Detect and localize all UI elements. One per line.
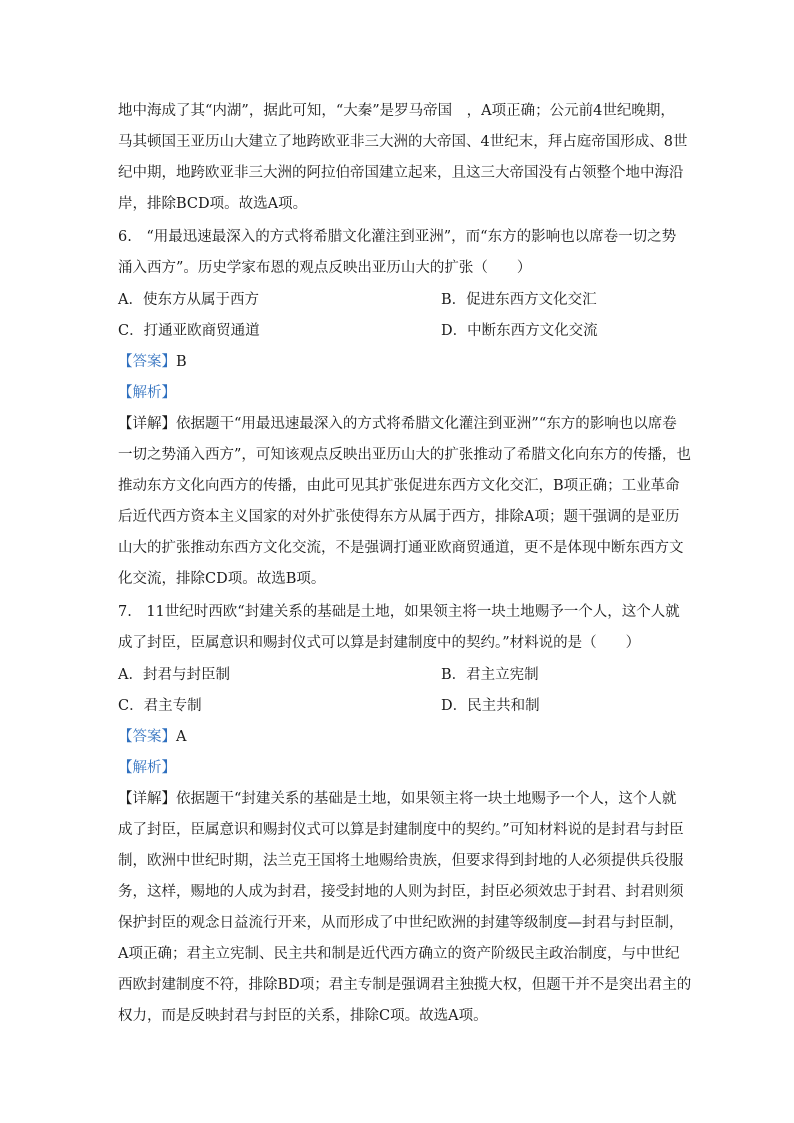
question-6-stem: 6. “用最迅速最深入的方式将希腊文化灌注到亚洲”，而“东方的影响也以席卷一切之势 — [118, 229, 677, 245]
answer-value: B — [176, 354, 187, 370]
q6-detail-line: 后近代西方资本主义国家的对外扩张使得东方从属于西方，排除A项；题干强调的是亚历 — [118, 509, 680, 525]
q7-detail-line — [118, 789, 676, 809]
text-line: 马其顿国王亚历山大建立了地跨欧亚非三大洲的大帝国、4世纪末，拜占庭帝国形成、8世 — [118, 134, 688, 150]
q7-answer — [118, 727, 186, 747]
question-7-stem: 成了封臣，臣属意识和赐封仪式可以算是封建制度中的契约。”材料说的是（ ） — [118, 635, 641, 651]
q7-option-d: D．民主共和制 — [441, 698, 540, 714]
detail-text: 依据题干“用最迅速最深入的方式将希腊文化灌注到亚洲”“东方的影响也以席卷 — [176, 416, 677, 432]
q6-option-b: B．促进东西方文化交汇 — [441, 292, 597, 308]
q6-analysis-heading — [118, 383, 176, 403]
q7-detail-line: 成了封臣，臣属意识和赐封仪式可以算是封建制度中的契约。”可知材料说的是封君与封臣 — [118, 822, 684, 838]
text-line: 纪中期，地跨欧亚非三大洲的阿拉伯帝国建立起来，且这三大帝国没有占领整个地中海沿 — [118, 165, 684, 181]
q6-answer — [118, 352, 187, 372]
q6-detail-line: 化交流，排除CD项。故选B项。 — [118, 571, 326, 587]
q7-analysis-heading — [118, 758, 176, 778]
q7-detail-line: 务，这样，赐地的人成为封君，接受封地的人则为封臣，封臣必须效忠于封君、封君则须 — [118, 884, 684, 900]
q6-detail-line — [118, 414, 677, 434]
q6-option-a: A．使东方从属于西方 — [118, 292, 259, 308]
question-7-stem: 7. 11世纪时西欧“封建关系的基础是土地，如果领主将一块土地赐予一个人，这个人就 — [118, 604, 680, 620]
text-line: 岸，排除BCD项。故选A项。 — [118, 196, 308, 212]
detail-tag: 【详解】 — [118, 791, 176, 807]
q7-detail-line: 西欧封建制度不符，排除BD项；君主专制是强调君主独揽大权，但题干并不是突出君主的 — [118, 977, 692, 993]
answer-tag: 【答案】 — [118, 354, 176, 370]
q6-detail-line: 一切之势涌入西方”，可知该观点反映出亚历山大的扩张推动了希腊文化向东方的传播，也 — [118, 447, 691, 463]
detail-text: 依据题干“封建关系的基础是土地，如果领主将一块土地赐予一个人，这个人就 — [176, 791, 677, 807]
q7-option-b: B．君主立宪制 — [441, 667, 539, 683]
answer-value: A — [176, 729, 187, 745]
detail-tag: 【详解】 — [118, 416, 176, 432]
q6-option-c: C．打通亚欧商贸通道 — [118, 323, 260, 339]
question-6-stem: 涌入西方”。历史学家布恩的观点反映出亚历山大的扩张（ ） — [118, 260, 532, 276]
q7-detail-line: 保护封臣的观念日益流行开来，从而形成了中世纪欧洲的封建等级制度—封君与封臣制， — [118, 915, 684, 931]
text-line: 地中海成了其“内湖”，据此可知，“大秦”是罗马帝国 ，A项正确；公元前4世纪晚期， — [118, 103, 675, 119]
q7-option-c: C．君主专制 — [118, 698, 202, 714]
analysis-tag: 【解析】 — [118, 760, 176, 776]
q6-detail-line: 推动东方文化向西方的传播，由此可见其扩张促进东西方文化交汇，B项正确；工业革命 — [118, 478, 680, 494]
answer-tag: 【答案】 — [118, 729, 176, 745]
q7-option-a: A．封君与封臣制 — [118, 667, 230, 683]
q7-detail-line: 制，欧洲中世纪时期，法兰克王国将土地赐给贵族，但要求得到封地的人必须提供兵役服 — [118, 853, 684, 869]
analysis-tag: 【解析】 — [118, 385, 176, 401]
q7-detail-line: A项正确；君主立宪制、民主共和制是近代西方确立的资产阶级民主政治制度，与中世纪 — [118, 946, 680, 962]
q7-detail-line: 权力，而是反映封君与封臣的关系，排除C项。故选A项。 — [118, 1008, 488, 1024]
q6-option-d: D．中断东西方文化交流 — [441, 323, 598, 339]
q6-detail-line: 山大的扩张推动东西方文化交流，不是强调打通亚欧商贸通道，更不是体现中断东西方文 — [118, 540, 684, 556]
